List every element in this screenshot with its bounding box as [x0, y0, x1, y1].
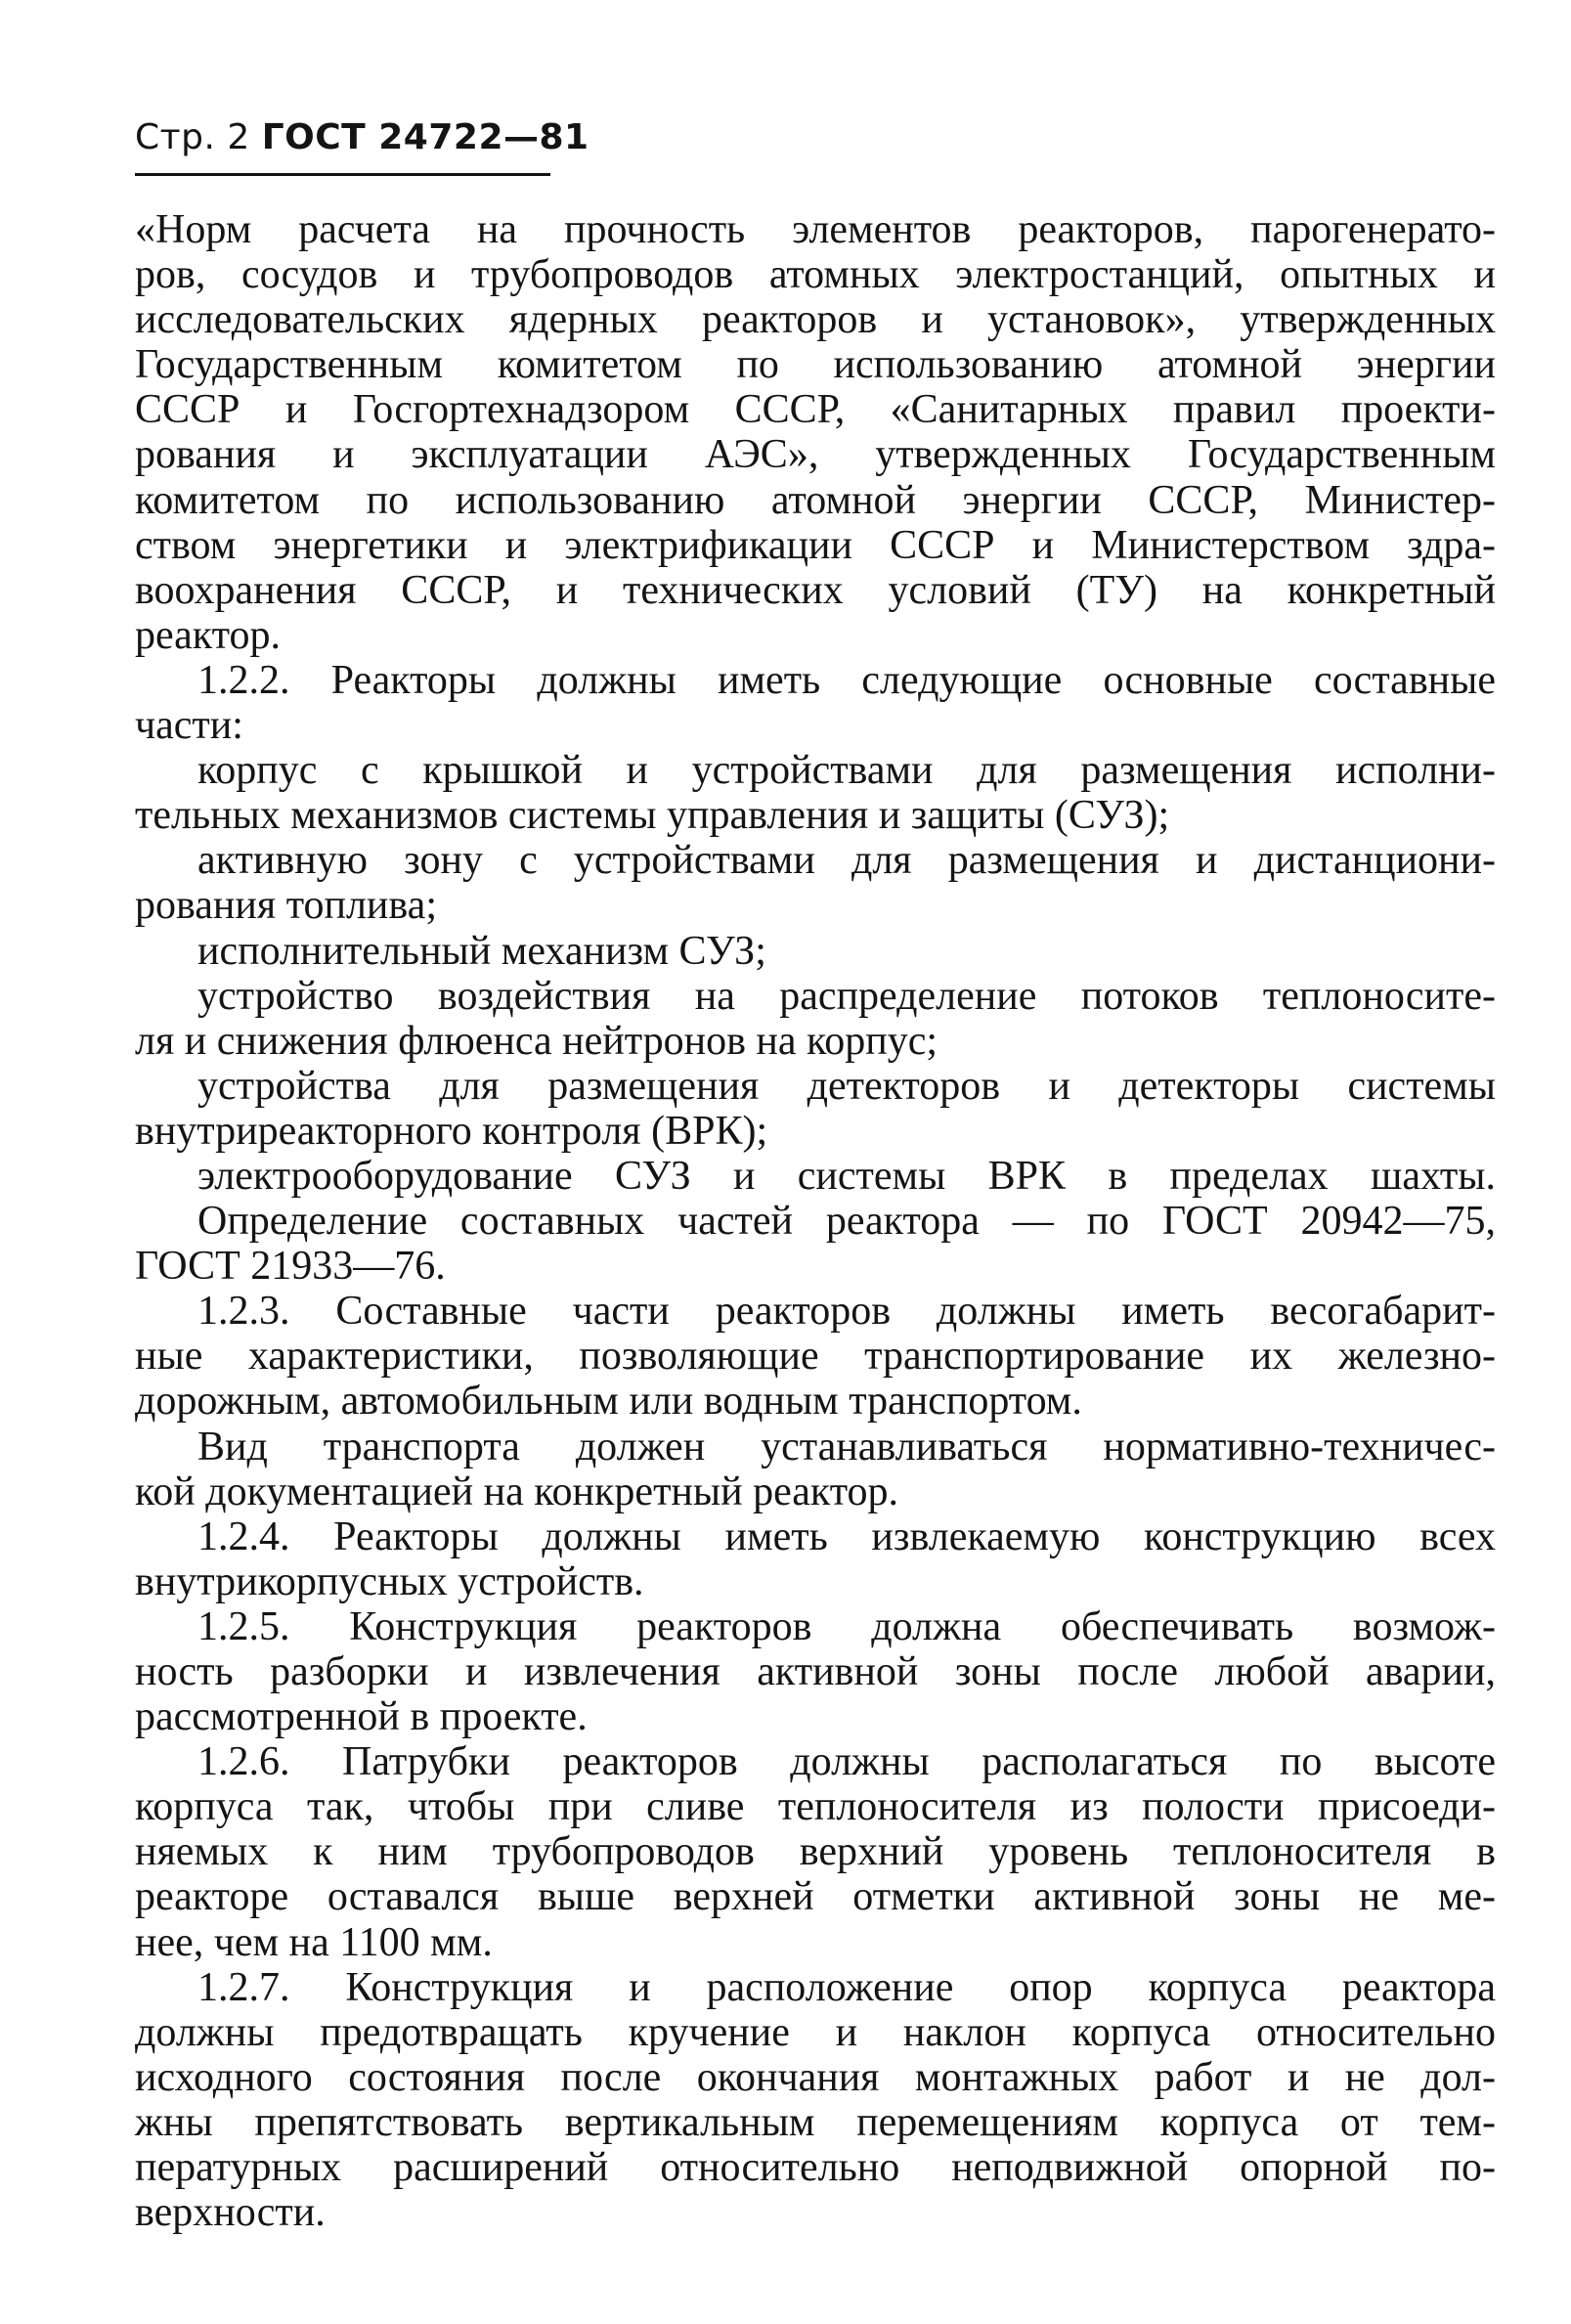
header-divider [135, 173, 550, 176]
text-line: рования и эксплуатации АЭС», утвержденных Государственным [135, 432, 1496, 478]
text-line: жны препятствовать вертикальным перемещениям корпуса от тем- [135, 2099, 1496, 2145]
text-line: корпуса так, чтобы при сливе теплоносителя из полости присоеди- [135, 1784, 1496, 1830]
text-line: реакторе оставался выше верхней отметки активной зоны не ме- [135, 1874, 1496, 1920]
text-line: 1.2.3. Составные части реакторов должны иметь весогабарит- [197, 1289, 1496, 1335]
body-text [135, 207, 1496, 2235]
text-line: верхности. [135, 2190, 326, 2236]
text-line: Вид транспорта должен устанавливаться нормативно-техничес- [197, 1424, 1496, 1469]
text-line: активную зону с устройствами для размещения и дистанциони- [197, 838, 1496, 884]
text-line: Государственным комитетом по использованию атомной энергии [135, 342, 1496, 388]
text-line: устройства для размещения детекторов и детекторы системы [197, 1063, 1496, 1109]
text-line: кой документацией на конкретный реактор. [135, 1469, 899, 1514]
standard-code: ГОСТ 24722—81 [261, 117, 589, 157]
text-line: рассмотренной в проекте. [135, 1694, 588, 1740]
text-line: дорожным, автомобильным или водным транспортом. [135, 1379, 1082, 1425]
text-line: исследовательских ядерных реакторов и установок», утвержденных [135, 297, 1496, 343]
text-line: воохранения СССР, и технических условий (ТУ) на конкретный [135, 567, 1496, 613]
text-line: нее, чем на 1100 мм. [135, 1919, 493, 1965]
text-line: ность разборки и извлечения активной зоны после любой аварии, [135, 1649, 1496, 1694]
text-line: ГОСТ 21933—76. [135, 1244, 446, 1290]
text-line: части: [135, 703, 243, 749]
text-line: Определение составных частей реактора — по ГОСТ 20942—75, [197, 1199, 1496, 1245]
text-line: тельных механизмов системы управления и защиты (СУЗ); [135, 793, 1170, 839]
page-number-label: Стр. 2 [135, 117, 250, 157]
text-line: 1.2.4. Реакторы должны иметь извлекаемую конструкцию всех [197, 1513, 1496, 1559]
text-line: «Норм расчета на прочность элементов реакторов, парогенерато- [135, 207, 1496, 252]
page-header [135, 117, 589, 157]
text-line: СССР и Госгортехнадзором СССР, «Санитарных правил проекти- [135, 387, 1496, 433]
text-line: ные характеристики, позволяющие транспортирование их железно- [135, 1334, 1496, 1380]
text-line: должны предотвращать кручение и наклон корпуса относительно [135, 2009, 1496, 2055]
text-line: пературных расширений относительно неподвижной опорной по- [135, 2145, 1496, 2191]
text-line: внутриреакторного контроля (ВРК); [135, 1108, 768, 1154]
text-line: реактор. [135, 612, 281, 658]
text-line: комитетом по использованию атомной энергии СССР, Министер- [135, 477, 1496, 523]
text-line: исполнительный механизм СУЗ; [197, 928, 766, 974]
text-line: 1.2.5. Конструкция реакторов должна обеспечивать возмож- [197, 1603, 1496, 1649]
text-line: ров, сосудов и трубопроводов атомных электростанций, опытных и [135, 252, 1496, 298]
text-line: корпус с крышкой и устройствами для размещения исполни- [197, 748, 1496, 794]
text-line: устройство воздействия на распределение потоков теплоносите- [197, 973, 1496, 1019]
text-line: рования топлива; [135, 883, 437, 929]
text-line: 1.2.7. Конструкция и расположение опор корпуса реактора [197, 1964, 1496, 2010]
text-line: ля и снижения флюенса нейтронов на корпус; [135, 1018, 938, 1064]
text-line: 1.2.6. Патрубки реакторов должны располагаться по высоте [197, 1739, 1496, 1785]
text-line: няемых к ним трубопроводов верхний уровень теплоносителя в [135, 1829, 1496, 1875]
text-line: 1.2.2. Реакторы должны иметь следующие основные составные [197, 657, 1496, 703]
text-line: внутрикорпусных устройств. [135, 1558, 644, 1604]
text-line: исходного состояния после окончания монтажных работ и не дол- [135, 2054, 1496, 2100]
text-line: электрооборудование СУЗ и системы ВРК в пределах шахты. [197, 1153, 1496, 1199]
text-line: ством энергетики и электрификации СССР и Министерством здра- [135, 522, 1496, 568]
